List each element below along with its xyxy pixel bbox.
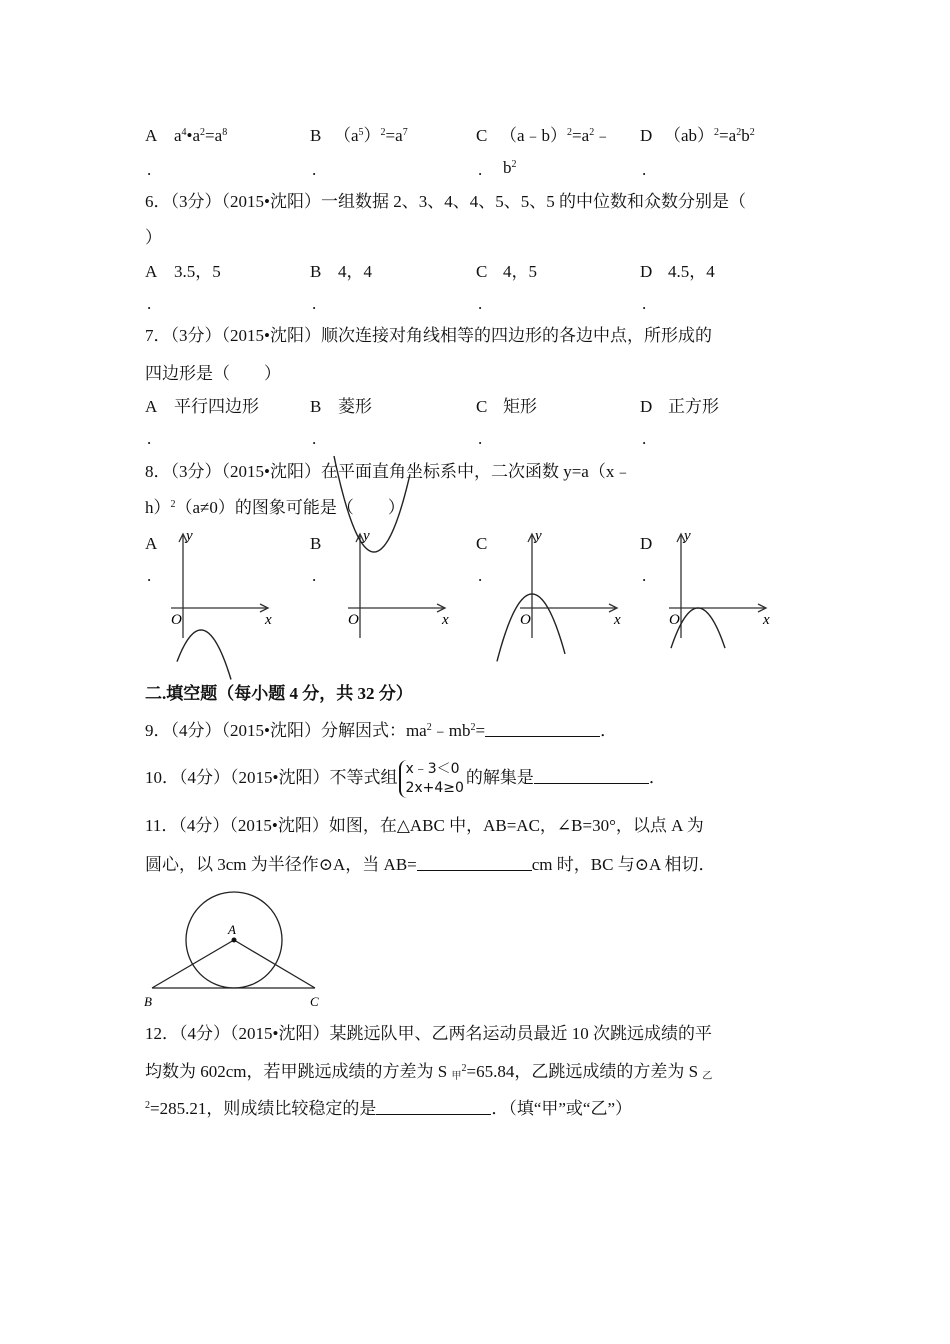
q10-suffix: ． <box>648 768 666 787</box>
q11-stem-cont <box>145 855 716 875</box>
label-axis_y: y <box>363 528 370 544</box>
label-A: A <box>228 922 236 937</box>
option-text: $(ab)^2=a^2b^2$ <box>664 126 755 145</box>
q10-stem-2: 的解集是 <box>465 768 534 787</box>
option-text: $(a^5)^2=a^7$ <box>334 126 408 145</box>
option-letter: D <box>640 397 653 416</box>
option-text: 4，5 <box>503 262 537 281</box>
parabola-curve <box>497 594 565 661</box>
label-origin: O <box>348 612 359 628</box>
answer-blank[interactable] <box>534 769 649 784</box>
parabola-graph-c <box>500 528 621 643</box>
option-text: $(a﹣b)^2=a^2﹣$ <box>500 126 612 145</box>
label-axis_x: x <box>442 612 449 628</box>
q12-stem-2: 均数为 602cm，若甲跳远成绩的方差为 S $_甲^2$=65.84，乙跳远成绩的方差为 S $_乙$ <box>145 1062 713 1082</box>
option-letter: C <box>476 126 488 145</box>
option-letter: D <box>640 534 653 553</box>
inequality-2: 2x+4≥0 <box>405 780 464 797</box>
triangle-circle-figure <box>140 890 340 1010</box>
label-origin: O <box>171 612 182 628</box>
q8-stem: 8．（3分）（2015•沈阳）在平面直角坐标系中，二次函数 y=a（x﹣ <box>145 462 632 481</box>
option-letter: A <box>145 262 158 281</box>
label-origin: O <box>520 612 531 628</box>
q12-text: $^2$=285.21，则成绩比较稳定的是 <box>145 1099 377 1118</box>
q9-stem: 9．（4分）（2015•沈阳）分解因式：$ma^2﹣mb^2=$ <box>145 721 486 740</box>
inequality-system <box>399 760 463 798</box>
parabola-graph-d <box>665 528 775 643</box>
label-axis_x: x <box>265 612 272 628</box>
q6-stem-cont: ） <box>145 228 162 247</box>
q11-text: cm 时，BC 与⊙A 相切． <box>531 855 716 874</box>
label-C: C <box>310 994 319 1009</box>
exam-page: A $a^4•a^2=a^8$ B $(a^5)^2=a^7$ C $(a﹣b)^2=a^2﹣$ $b^2$ D $(ab)^2=a^2b^2$ . . . . 6．（3分）（2015•沈阳）一组数据 2、3、4、4、5、5、5 的中位数和众数分别是（ ） A 3.5，5 B 4，4 C 4，5 D 4.5，4 . . . . 7．（3分）（2015•沈阳）顺次连接对角线相等的四边形的各边中点，所形成的 四边形是（ ） A 平行四边形 B 菱形 C 矩形 D 正方形 . . . . 8．（3分）（2015•沈阳）在平面直角坐标系中，二次函数 y=a（x﹣ h）$^2$（a≠0）的图象可能是（ ） A B C D . . . . y O x y O x y O x y O x 二.填空题（每小题 4 分，共 32 分） 9．（4分）（2015•沈阳）分解因式：$ma^2﹣mb^2=$ ． 10．（4分）（2015•沈阳）不等式组 x﹣3＜0 2x+4≥0的解集是 ． 11．（4分）（2015•沈阳）如图，在△ABC 中，AB=AC，∠B=30°，以点 A 为 圆心，以 3cm 为半径作⊙A，当 AB= cm 时，BC 与⊙A 相切． A B C 12．（4分）（2015•沈阳）某跳远队甲、乙两名运动员最近 10 次跳远成绩的平 均数为 602cm，若甲跳远成绩的方差为 S $_甲^2$=65.84，乙跳远成绩的方差为 S $_乙$ $^2$=285.21，则成绩比较稳定的是 ．（填“甲”或“乙”） <box>0 0 950 1344</box>
option-letter: B <box>310 126 322 145</box>
q8-stem-cont: h）$^2$（a≠0）的图象可能是（ ） <box>145 498 405 517</box>
q10-stem: 10．（4分）（2015•沈阳）不等式组 <box>145 768 398 787</box>
option-text: $a^4•a^2=a^8$ <box>174 126 228 145</box>
option-letter: D <box>640 262 653 281</box>
answer-blank[interactable] <box>417 856 532 871</box>
parabola-curve <box>177 630 231 680</box>
option-text: 4.5，4 <box>668 262 715 281</box>
q9-suffix: ． <box>600 721 618 740</box>
label-axis_y: y <box>684 528 691 544</box>
answer-blank[interactable] <box>376 1100 491 1115</box>
label-B: B <box>144 994 152 1009</box>
option-text: 正方形 <box>668 397 719 416</box>
q6-stem: 6．（3分）（2015•沈阳）一组数据 2、3、4、4、5、5、5 的中位数和众数分别是（ <box>145 192 746 211</box>
parabola-graph-b <box>332 528 449 643</box>
option-letter: A <box>145 534 158 553</box>
label-origin: O <box>669 612 680 628</box>
q12-stem: 12．（4分）（2015•沈阳）某跳远队甲、乙两名运动员最近 10 次跳远成绩的平 <box>145 1024 712 1043</box>
q12-stem-3 <box>145 1099 632 1119</box>
q9 <box>145 721 617 741</box>
answer-blank[interactable] <box>485 722 600 737</box>
q11-text: 圆心，以 3cm 为半径作⊙A，当 AB= <box>145 855 417 874</box>
option-letter: C <box>476 262 488 281</box>
option-letter: D <box>640 126 653 145</box>
option-text: 平行四边形 <box>174 397 259 416</box>
option-letter: C <box>476 397 488 416</box>
q12-text: ．（填“甲”或“乙”） <box>491 1099 633 1118</box>
q10 <box>145 758 666 798</box>
label-axis_x: x <box>614 612 621 628</box>
section-heading: 二.填空题（每小题 4 分，共 32 分） <box>145 684 413 703</box>
option-text: 菱形 <box>338 397 372 416</box>
label-axis_y: y <box>535 528 542 544</box>
option-letter: A <box>145 397 158 416</box>
inequality-1: x﹣3＜0 <box>405 761 460 778</box>
option-letter: B <box>310 534 322 553</box>
option-letter: C <box>476 534 488 553</box>
option-text: 3.5，5 <box>174 262 221 281</box>
q7-stem: 7．（3分）（2015•沈阳）顺次连接对角线相等的四边形的各边中点，所形成的 <box>145 326 712 345</box>
option-text: 矩形 <box>503 397 537 416</box>
option-letter: B <box>310 262 322 281</box>
option-text: 4，4 <box>338 262 372 281</box>
option-letter: B <box>310 397 322 416</box>
option-text-cont: $b^2$ <box>503 158 517 177</box>
q11-stem: 11．（4分）（2015•沈阳）如图，在△ABC 中，AB=AC，∠B=30°，以点 A 为 <box>145 816 704 835</box>
label-axis_x: x <box>763 612 770 628</box>
label-axis_y: y <box>186 528 193 544</box>
option-letter: A <box>145 126 158 145</box>
q7-stem-cont: 四边形是（ ） <box>145 364 281 383</box>
parabola-graph-a <box>167 528 277 643</box>
